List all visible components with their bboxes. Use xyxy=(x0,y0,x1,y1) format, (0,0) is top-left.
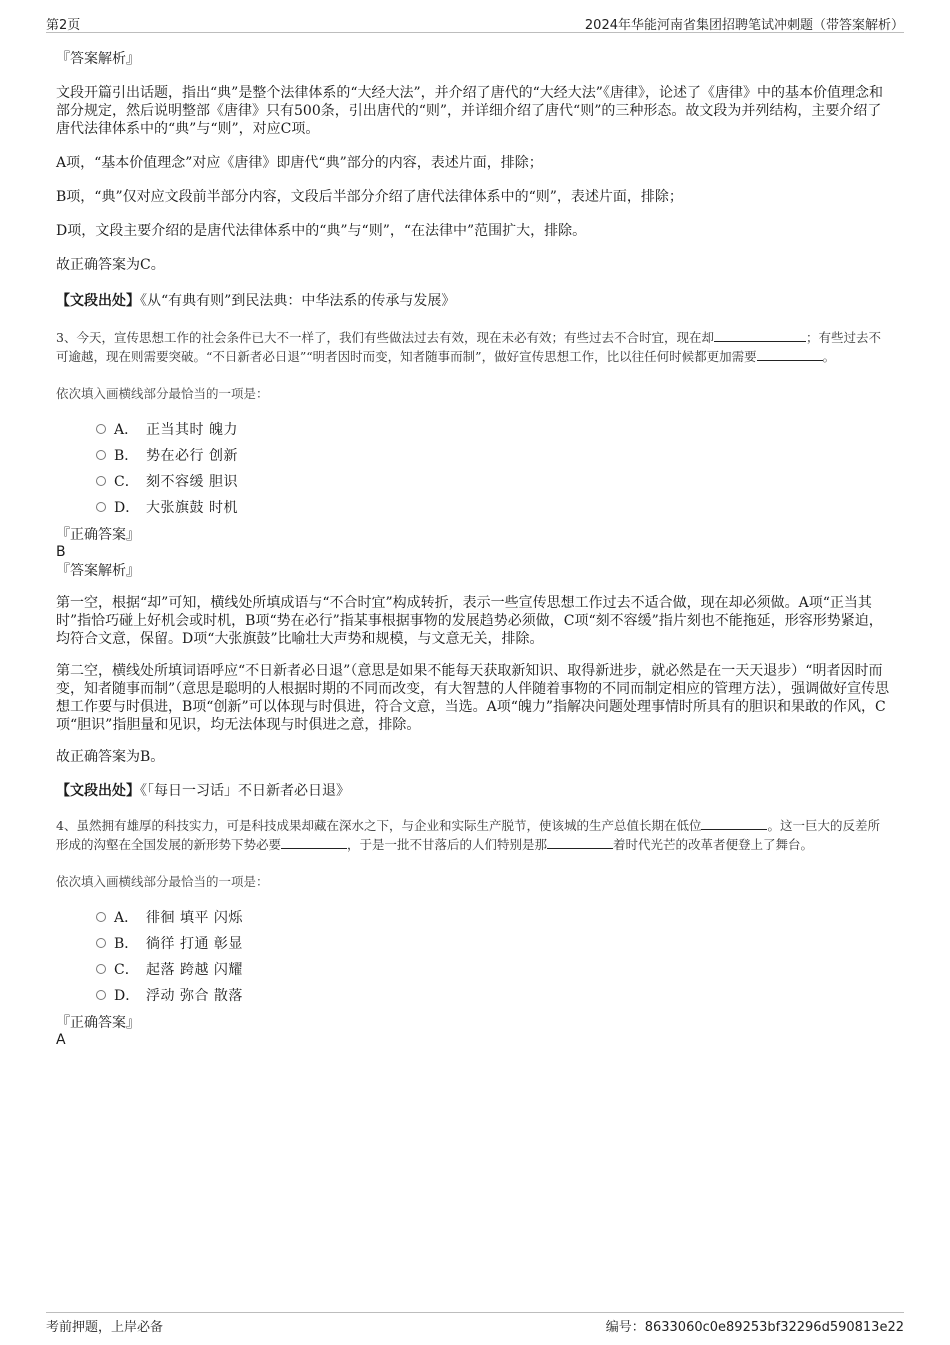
page-number: 第2页 xyxy=(46,18,81,33)
q4-answer: A xyxy=(56,1032,66,1048)
q4-instruction: 依次填入画横线部分最恰当的一项是： xyxy=(56,874,269,889)
q4-option-a[interactable]: A． 徘徊 填平 闪烁 xyxy=(96,904,892,930)
q2-source xyxy=(56,290,892,310)
q3-answer: B xyxy=(56,544,66,560)
q3-stem-part2: ；有些过去不可逾越，现在则需要突破。“不日新者必日退”“明者因时而变，知者随事而制”，做好宣传思想工作，比以往任何时候都更加需要 xyxy=(56,330,881,364)
q3-stem-part3: 。 xyxy=(822,349,836,364)
q2-analysis-paragraph: 文段开篇引出话题，指出“典”是整个法律体系的“大经大法”，并介绍了唐代的“大经大法”《唐律》，论述了《唐律》中的基本价值理念和部分规定，然后说明整部《唐律》只有500条，引出唐代的“则”，并详细介绍了唐代“则”的三种形态。故文段为并列结构，主要介绍了唐代法律体系中的“典”与“则”，对应C项。 xyxy=(56,85,883,137)
q2-source-label: 【文段出处】 xyxy=(56,293,140,309)
radio-icon[interactable] xyxy=(96,450,106,460)
radio-icon[interactable] xyxy=(96,964,106,974)
q3-analysis-p2: 第二空，横线处所填词语呼应“不日新者必日退”（意思是如果不能每天获取新知识、取得新进步，就必然是在一天天退步）“明者因时而变，知者随事而制”（意思是聪明的人根据时期的不同而改变，有大智慧的人伴随着事物的不同而制定相应的管理方法），强调做好宣传思想工作要与时俱进，B项“创新”可以体现与时俱进，符合文意，当选。A项“魄力”指解决问题处理事情时所具有的胆识和果敢的作风，C项“胆识”指胆量和见识，均无法体现与时俱进之意，排除。 xyxy=(56,663,890,733)
q4-option-c[interactable]: C． 起落 跨越 闪耀 xyxy=(96,956,892,982)
footer-slogan: 考前押题，上岸必备 xyxy=(46,1320,164,1335)
q4-answer-label: 『正确答案』 xyxy=(56,1015,140,1031)
radio-icon[interactable] xyxy=(96,938,106,948)
page-footer xyxy=(46,1312,904,1335)
document-title: 2024年华能河南省集团招聘笔试冲刺题（带答案解析） xyxy=(584,18,904,33)
radio-icon[interactable] xyxy=(96,502,106,512)
q3-option-c[interactable]: C． 刻不容缓 胆识 xyxy=(96,468,892,494)
q3-option-b[interactable]: B． 势在必行 创新 xyxy=(96,442,892,468)
q4-blank-2 xyxy=(281,836,347,849)
q3-stem xyxy=(56,328,892,366)
q3-conclusion: 故正确答案为B。 xyxy=(56,749,165,765)
radio-icon[interactable] xyxy=(96,990,106,1000)
footer-code-value: 8633060c0e89253bf32296d590813e22 xyxy=(644,1320,904,1335)
q4-stem xyxy=(56,816,892,854)
q2-conclusion: 故正确答案为C。 xyxy=(56,257,165,273)
q3-option-a[interactable]: A． 正当其时 魄力 xyxy=(96,416,892,442)
q4-blank-1 xyxy=(701,817,767,830)
q3-stem-part1: 3、今天，宣传思想工作的社会条件已大不一样了，我们有些做法过去有效，现在未必有效；有些过去不合时宜，现在却 xyxy=(56,330,714,345)
q3-instruction: 依次填入画横线部分最恰当的一项是： xyxy=(56,386,269,401)
q3-analysis-p1: 第一空，根据“却”可知，横线处所填成语与“不合时宜”构成转折，表示一些宣传思想工作过去不适合做，现在却必须做。A项“正当其时”指恰巧碰上好机会或时机，B项“势在必行”指某事根据事物的发展趋势必须做，C项“刻不容缓”指片刻也不能拖延，形容形势紧迫，均符合文意，保留。D项“大张旗鼓”比喻壮大声势和规模，与文意无关，排除。 xyxy=(56,595,883,647)
q3-options xyxy=(56,416,892,520)
q3-answer-label: 『正确答案』 xyxy=(56,527,140,543)
q2-source-text: 《从“有典有则”到民法典：中华法系的传承与发展》 xyxy=(140,293,456,309)
q3-blank-2 xyxy=(757,348,823,361)
q2-analysis-option-b: B项，“典”仅对应文段前半部分内容，文段后半部分介绍了唐代法律体系中的“则”，表述片面，排除； xyxy=(56,189,683,205)
page-content xyxy=(56,48,892,1048)
footer-code-label: 编号： xyxy=(605,1320,645,1335)
q2-analysis-option-a: A项，“基本价值理念”对应《唐律》即唐代“典”部分的内容，表述片面，排除； xyxy=(56,155,543,171)
q3-source-label: 【文段出处】 xyxy=(56,783,140,799)
q4-stem-part3: ，于是一批不甘落后的人们特别是那 xyxy=(347,837,548,852)
radio-icon[interactable] xyxy=(96,912,106,922)
radio-icon[interactable] xyxy=(96,476,106,486)
q4-stem-part2: 。这一巨大的反差所形成的沟壑在全国发展的新形势下势必要 xyxy=(56,818,880,852)
q3-analysis-label: 『答案解析』 xyxy=(56,563,140,579)
q4-option-b[interactable]: B． 徜徉 打通 彰显 xyxy=(96,930,892,956)
q3-blank-1 xyxy=(714,329,806,342)
q4-stem-part1: 4、虽然拥有雄厚的科技实力，可是科技成果却藏在深水之下，与企业和实际生产脱节，使该城的生产总值长期在低位 xyxy=(56,818,702,833)
q2-analysis-option-d: D项，文段主要介绍的是唐代法律体系中的“典”与“则”，“在法律中”范围扩大，排除。 xyxy=(56,223,587,239)
footer-code xyxy=(606,1316,904,1335)
q4-option-d[interactable]: D． 浮动 弥合 散落 xyxy=(96,982,892,1008)
q4-stem-part4: 着时代光芒的改革者便登上了舞台。 xyxy=(613,837,814,852)
radio-icon[interactable] xyxy=(96,424,106,434)
q4-blank-3 xyxy=(547,836,613,849)
q2-analysis-label: 『答案解析』 xyxy=(56,51,140,67)
q3-option-d[interactable]: D． 大张旗鼓 时机 xyxy=(96,494,892,520)
q3-source xyxy=(56,780,892,800)
q4-options xyxy=(56,904,892,1008)
q3-source-text: 《「每日一习话」不日新者必日退》 xyxy=(140,783,350,799)
page-header xyxy=(46,12,904,33)
